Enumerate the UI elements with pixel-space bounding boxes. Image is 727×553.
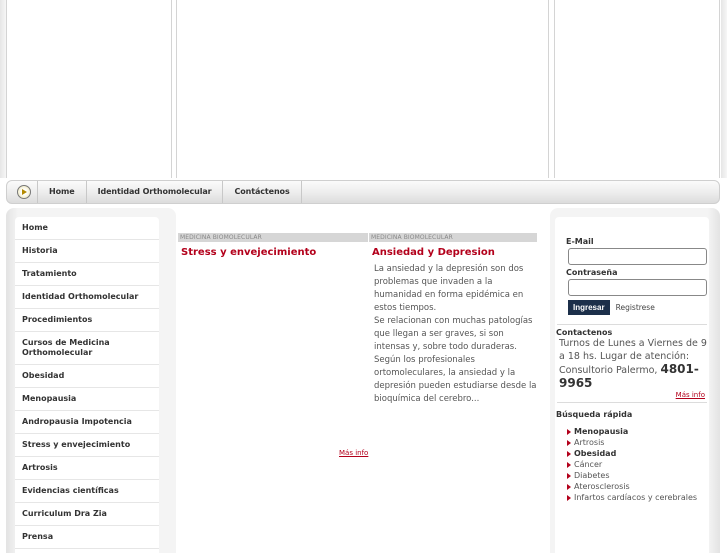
quick-link-diabetes[interactable]: Diabetes (567, 470, 709, 481)
sidebar-item-stress[interactable]: Stress y envejecimiento (15, 434, 159, 457)
quick-link-aterosclerosis[interactable]: Aterosclerosis (567, 481, 709, 492)
sidebar-item-cursos[interactable]: Cursos de Medicina Orthomolecular (15, 332, 159, 365)
sidebar-item-home[interactable]: Home (15, 217, 159, 240)
article-paragraph: Se relacionan con muchas patologías que llegan a ser graves, si son intensas y, sobre todo duraderas. Según los profesionales ortomoleculares, la ansiedad y la depresión pueden estudiarse desde la bioquímica del cerebro... (374, 316, 537, 404)
article-category: MEDICINA BIOMOLECULAR (178, 233, 368, 242)
sidebar-item-evidencias[interactable]: Evidencias científicas (15, 480, 159, 503)
contact-info (555, 337, 709, 391)
quick-link-infartos[interactable]: Infartos cardíacos y cerebrales (567, 492, 709, 503)
sidebar-item-menopausia[interactable]: Menopausia (15, 388, 159, 411)
quick-link-cancer[interactable]: Cáncer (567, 459, 709, 470)
article-category: MEDICINA BIOMOLECULAR (369, 233, 537, 242)
header-panel-right (554, 0, 720, 178)
left-column (6, 208, 176, 553)
article-stress (178, 233, 368, 258)
article-title[interactable]: Ansiedad y Depresion (372, 247, 495, 258)
more-info-link[interactable]: Más info (339, 449, 369, 457)
sidebar-item-obesidad[interactable]: Obesidad (15, 365, 159, 388)
password-label: Contraseña (566, 268, 618, 277)
quick-search-list (555, 426, 709, 503)
header-edge-right (721, 0, 727, 178)
quick-search-title: Búsqueda rápida (556, 410, 633, 419)
nav-item-home[interactable]: Home (38, 181, 87, 203)
quick-link-obesidad[interactable]: Obesidad (567, 448, 709, 459)
login-button[interactable]: Ingresar (568, 300, 610, 315)
sidebar-item-andropausia[interactable]: Andropausia Impotencia (15, 411, 159, 434)
sidebar-item-identidad[interactable]: Identidad Orthomolecular (15, 286, 159, 309)
contact-more-link[interactable]: Más info (675, 391, 705, 399)
quick-link-artrosis[interactable]: Artrosis (567, 437, 709, 448)
email-label: E-Mail (566, 237, 594, 246)
contact-title: Contactenos (556, 328, 613, 337)
article-title[interactable]: Stress y envejecimiento (181, 247, 317, 258)
article-paragraph: La ansiedad y la depresión son dos problemas que invaden a la humanidad en forma epidémica en estos tiempos. (374, 264, 524, 313)
right-column (550, 208, 720, 553)
main-nav-bar (6, 180, 720, 204)
sidebar-item-tratamiento[interactable]: Tratamiento (15, 263, 159, 286)
sidebar-item-curriculum[interactable]: Curriculum Dra Zia (15, 503, 159, 526)
nav-item-contactenos[interactable]: Contáctenos (223, 181, 301, 203)
contact-place: Lugar de atención: Consultorio Palermo, (559, 351, 690, 376)
sidebar-item-artrosis[interactable]: Artrosis (15, 457, 159, 480)
contact-hours: Turnos de Lunes a Viernes de 9 a 18 hs. (559, 338, 707, 362)
sidebar-menu (15, 217, 159, 553)
email-field[interactable] (568, 248, 707, 265)
sidebar-item-historia[interactable]: Historia (15, 240, 159, 263)
right-panel (555, 217, 709, 553)
quick-link-menopausia[interactable]: Menopausia (567, 426, 709, 437)
password-field[interactable] (568, 279, 707, 296)
contact-phone: 4801-9965 (559, 362, 699, 390)
article-ansiedad (369, 233, 537, 406)
play-icon[interactable] (17, 185, 31, 199)
login-actions (568, 300, 709, 315)
article-body (369, 263, 537, 406)
register-link[interactable]: Registrese (615, 303, 655, 312)
nav-item-identidad[interactable]: Identidad Orthomolecular (87, 181, 224, 203)
sidebar-item-prensa[interactable]: Prensa (15, 526, 159, 549)
sidebar-item-procedimientos[interactable]: Procedimientos (15, 309, 159, 332)
header-panel-left (6, 0, 172, 178)
header-banner (176, 0, 549, 178)
